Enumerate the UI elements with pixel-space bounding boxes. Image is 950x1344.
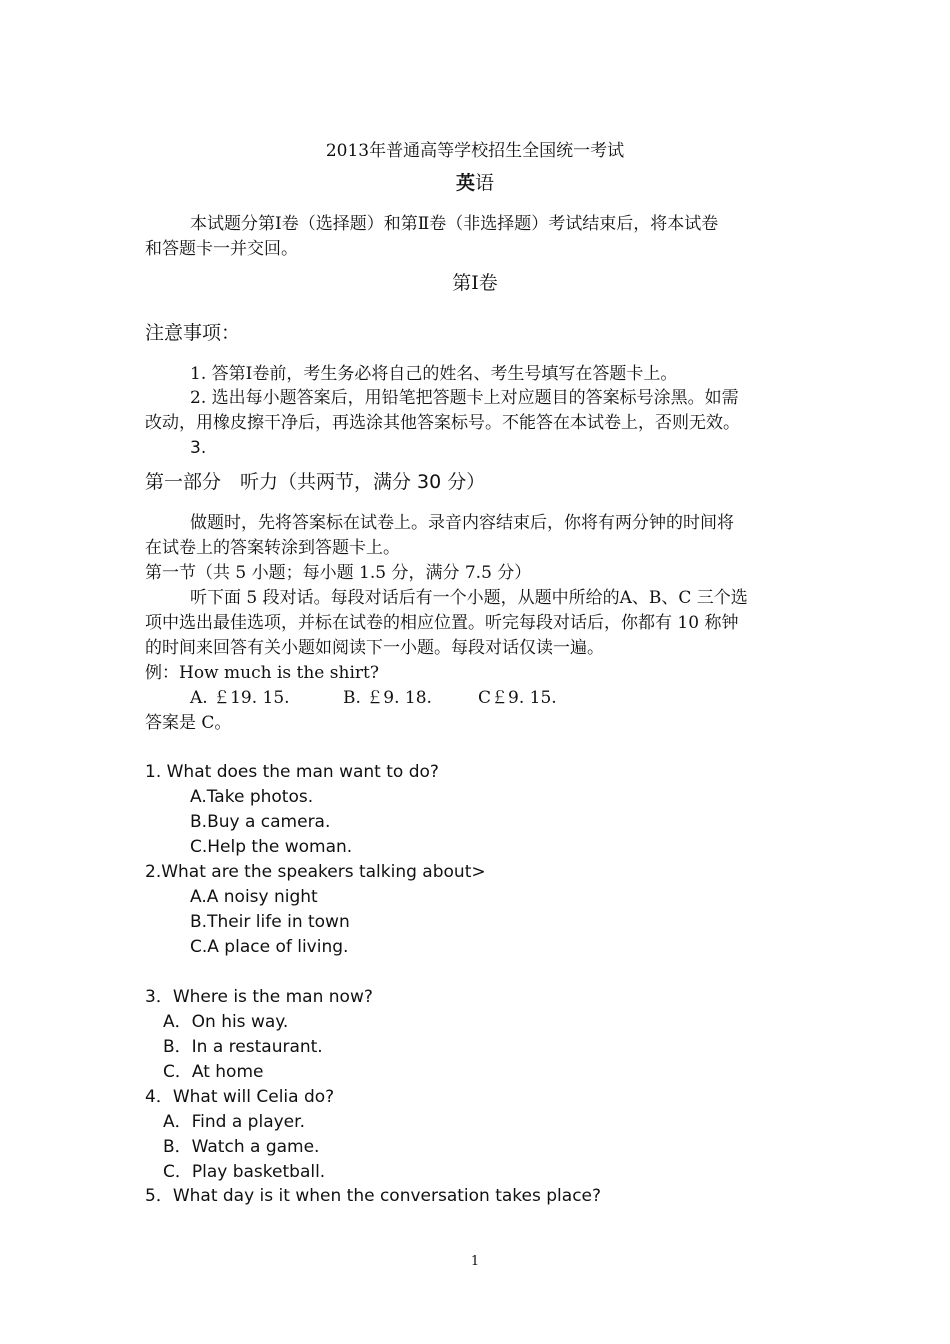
intro-line-2: 和答题卡一并交回。 (145, 239, 298, 259)
part1-title: 第一部分 听力（共两节，满分 30 分） (145, 471, 486, 493)
question-5-stem: 5．What day is it when the conversation takes place? (145, 1186, 602, 1206)
question-2-option-c: C.A place of living. (190, 937, 349, 957)
question-4-option-b: B．Watch a game. (163, 1137, 320, 1157)
question-1-option-b: B.Buy a camera. (190, 812, 331, 832)
part1-instruction-line-1: 做题时，先将答案标在试卷上。录音内容结束后，你将有两分钟的时间将 (190, 513, 734, 533)
notice-item-2-line-1: 2. 选出每小题答案后，用铅笔把答题卡上对应题目的答案标号涂黑。如需 (190, 388, 739, 408)
question-3-option-a: A．On his way. (163, 1012, 289, 1032)
question-2-option-b: B.Their life in town (190, 912, 350, 932)
example-question: 例：How much is the shirt? (145, 663, 379, 683)
question-2-option-a: A.A noisy night (190, 887, 318, 907)
intro-line-1: 本试题分第Ⅰ卷（选择题）和第Ⅱ卷（非选择题）考试结束后，将本试卷 (190, 214, 719, 234)
subject-title-rest: 语 (475, 172, 495, 194)
question-1-option-c: C.Help the woman. (190, 837, 353, 857)
notice-item-2-line-2: 改动，用橡皮擦干净后，再选涂其他答案标号。不能答在本试卷上，否则无效。 (145, 413, 740, 433)
example-option-a: A. ￡19. 15. (190, 688, 290, 708)
example-answer: 答案是 C。 (145, 713, 232, 733)
question-4-stem: 4．What will Celia do? (145, 1087, 335, 1107)
notice-item-1: 1. 答第Ⅰ卷前，考生务必将自己的姓名、考生号填写在答题卡上。 (190, 364, 678, 384)
question-1-option-a: A.Take photos. (190, 787, 314, 807)
notice-item-3: 3. (190, 438, 207, 458)
question-4-option-a: A．Find a player. (163, 1112, 305, 1132)
exam-title: 2013年普通高等学校招生全国统一考试 (325, 141, 625, 161)
question-4-option-c: C．Play basketball. (163, 1162, 326, 1182)
question-2-stem: 2.What are the speakers talking about> (145, 862, 486, 882)
question-3-stem: 3．Where is the man now? (145, 987, 373, 1007)
example-option-b: B. ￡9. 18. (343, 688, 432, 708)
subject-title-bold: 英 (455, 172, 475, 194)
volume-title: 第Ⅰ卷 (452, 272, 498, 294)
section1-title: 第一节（共 5 小题；每小题 1.5 分，满分 7.5 分） (145, 563, 532, 583)
question-3-option-c: C．At home (163, 1062, 264, 1082)
notice-title: 注意事项： (145, 322, 241, 344)
part1-instruction-line-2: 在试卷上的答案转涂到答题卡上。 (145, 538, 400, 558)
subject-title (0, 171, 950, 195)
section1-line-3: 的时间来回答有关小题如阅读下一小题。每段对话仅读一遍。 (145, 638, 604, 658)
section1-line-1: 听下面 5 段对话。每段对话后有一个小题，从题中所给的A、B、C 三个选 (190, 588, 748, 608)
question-1-stem: 1. What does the man want to do? (145, 762, 439, 782)
question-3-option-b: B．In a restaurant. (163, 1037, 323, 1057)
example-option-c: C￡9. 15. (478, 688, 557, 708)
page-number: 1 (470, 1254, 480, 1269)
section1-line-2: 项中选出最佳选项，并标在试卷的相应位置。听完每段对话后，你都有 10 称钟 (145, 613, 739, 633)
